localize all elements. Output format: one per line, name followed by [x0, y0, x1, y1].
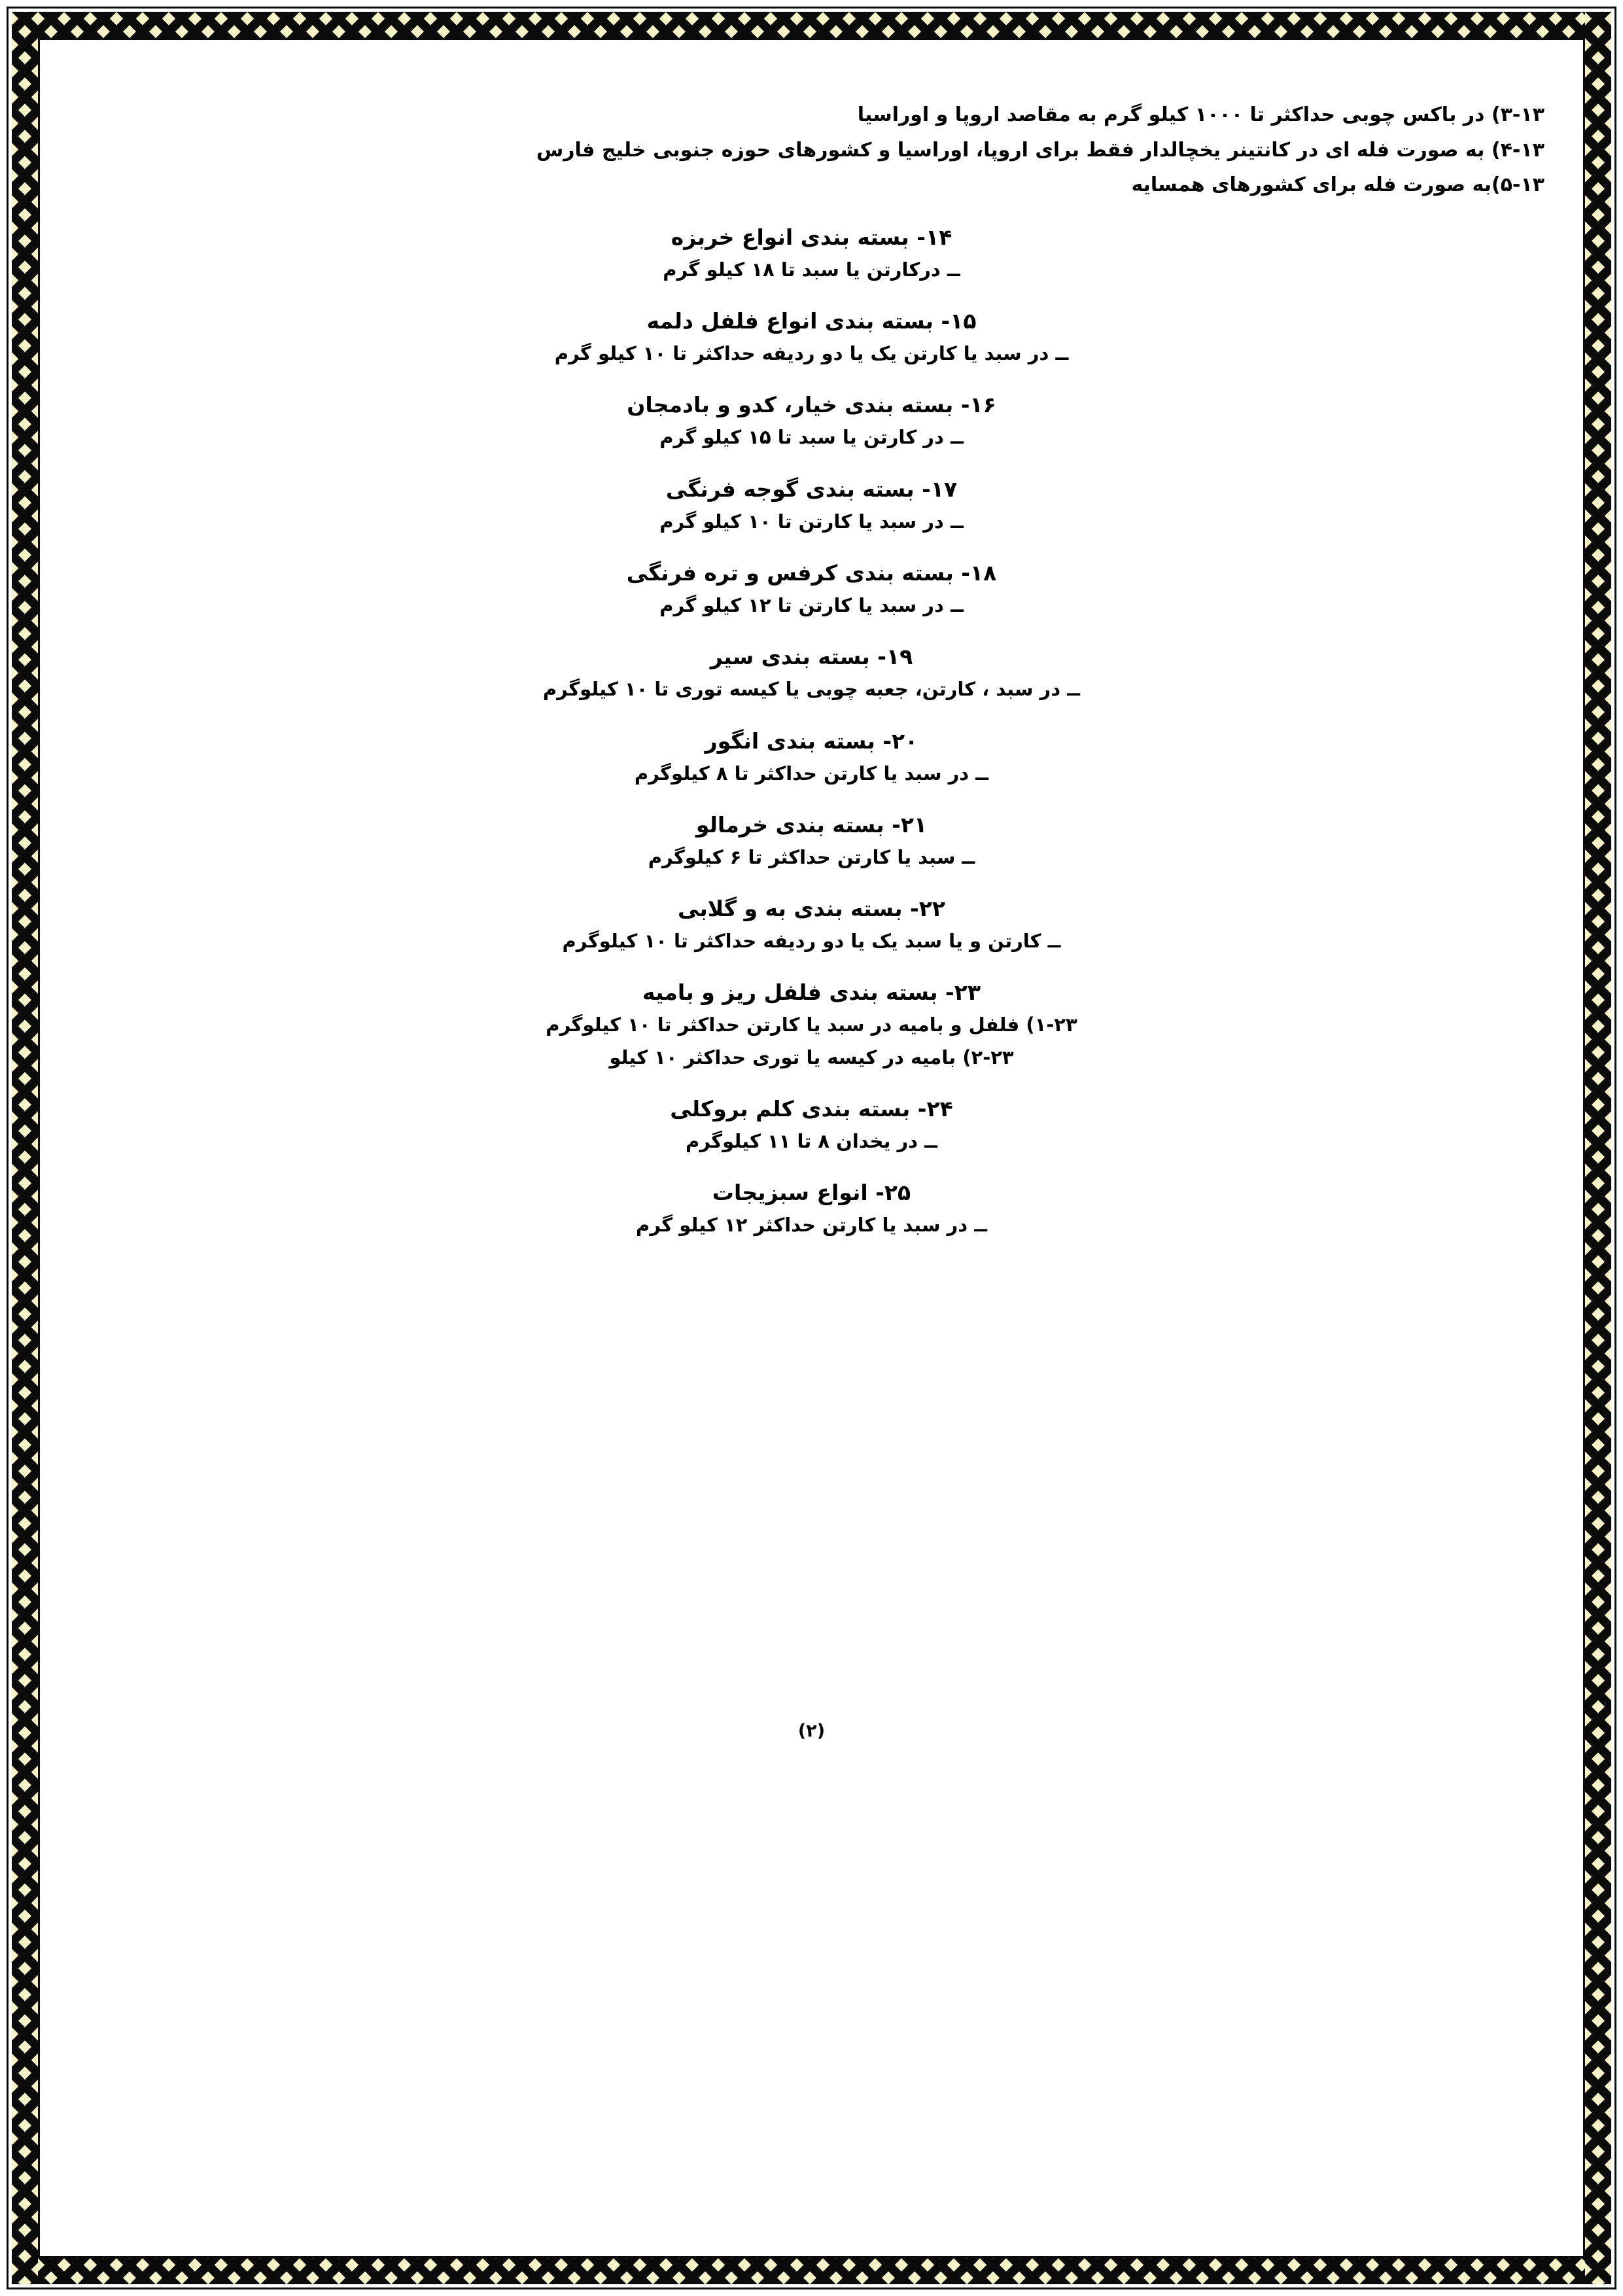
section-detail: ــ در یخدان ۸ تا ۱۱ کیلوگرم [685, 1130, 937, 1153]
section-detail: ۲-۲۳) بامیه در کیسه یا توری حداکثر ۱۰ کیلو [609, 1046, 1014, 1069]
section-title: ۱۹- بسته بندی سیر [710, 644, 913, 670]
section-18 [79, 560, 1544, 622]
intro-line: ۴-۱۳) به صورت فله ای در کانتینر یخچالدار فقط برای اروپا، اوراسیا و کشورهای حوزه جنوبی خلیج فارس [536, 138, 1544, 162]
border-band-top [12, 12, 1611, 38]
section-detail: ــ در سبد یا کارتن حداکثر تا ۸ کیلوگرم [634, 762, 989, 785]
section-detail: ــ کارتن و یا سبد یک یا دو ردیفه حداکثر تا ۱۰ کیلوگرم [562, 930, 1061, 953]
section-title: ۲۵- انواع سبزیجات [712, 1180, 911, 1206]
section-19 [79, 644, 1544, 705]
section-title: ۱۶- بسته بندی خیار، کدو و بادمجان [627, 392, 996, 418]
section-detail: ۱-۲۳) فلفل و بامیه در سبد یا کارتن حداکثر تا ۱۰ کیلوگرم [546, 1014, 1077, 1036]
intro-line: ۳-۱۳) در باکس چوبی حداکثر تا ۱۰۰۰ کیلو گرم به مقاصد اروپا و اوراسیا [857, 103, 1544, 126]
page-number: (۲) [797, 1721, 826, 1741]
section-17 [79, 476, 1544, 538]
section-24 [79, 1096, 1544, 1157]
section-detail: ــ درکارتن یا سبد تا ۱۸ کیلو گرم [663, 258, 960, 281]
section-title: ۱۸- بسته بندی کرفس و تره فرنگی [626, 559, 997, 586]
section-title: ۱۷- بسته بندی گوجه فرنگی [665, 476, 958, 502]
section-title: ۲۰- بسته بندی انگور [705, 728, 918, 754]
border-band-bottom [12, 2258, 1611, 2284]
section-title: ۲۳- بسته بندی فلفل ریز و بامیه [642, 980, 981, 1006]
section-title: ۱۴- بسته بندی انواع خربزه [671, 224, 952, 250]
section-detail: ــ در سبد یا کارتن تا ۱۰ کیلو گرم [659, 510, 964, 533]
section-title: ۲۱- بسته بندی خرمالو [695, 811, 928, 838]
section-22 [79, 896, 1544, 957]
border-band-left [12, 12, 38, 2284]
section-detail: ــ در سبد یا کارتن تا ۱۲ کیلو گرم [659, 593, 964, 616]
section-23 [79, 980, 1544, 1074]
section-title: ۱۵- بسته بندی انواع فلفل دلمه [646, 308, 977, 334]
section-title: ۲۲- بسته بندی به و گلابی [677, 896, 945, 922]
section-20 [79, 728, 1544, 790]
section-detail: ــ سبد یا کارتن حداکثر تا ۶ کیلوگرم [648, 845, 975, 868]
section-14 [79, 224, 1544, 286]
section-title: ۲۴- بسته بندی کلم بروکلی [670, 1096, 953, 1122]
section-detail: ــ در سبد یا کارتن حداکثر ۱۲ کیلو گرم [635, 1214, 988, 1237]
document-content [79, 98, 1544, 2217]
section-detail: ــ در سبد ، کارتن، جعبه چوبی یا کیسه توری تا ۱۰ کیلوگرم [542, 678, 1081, 701]
intro-line: ۵-۱۳)به صورت فله برای کشورهای همسایه [1131, 173, 1544, 197]
section-16 [79, 392, 1544, 453]
section-21 [79, 812, 1544, 874]
section-15 [79, 308, 1544, 370]
section-25 [79, 1180, 1544, 1241]
intro-block [79, 98, 1544, 202]
section-detail: ــ در سبد یا کارتن یک یا دو ردیفه حداکثر تا ۱۰ کیلو گرم [554, 342, 1069, 365]
border-band-right [1585, 12, 1611, 2284]
section-detail: ــ در کارتن یا سبد تا ۱۵ کیلو گرم [659, 426, 964, 449]
